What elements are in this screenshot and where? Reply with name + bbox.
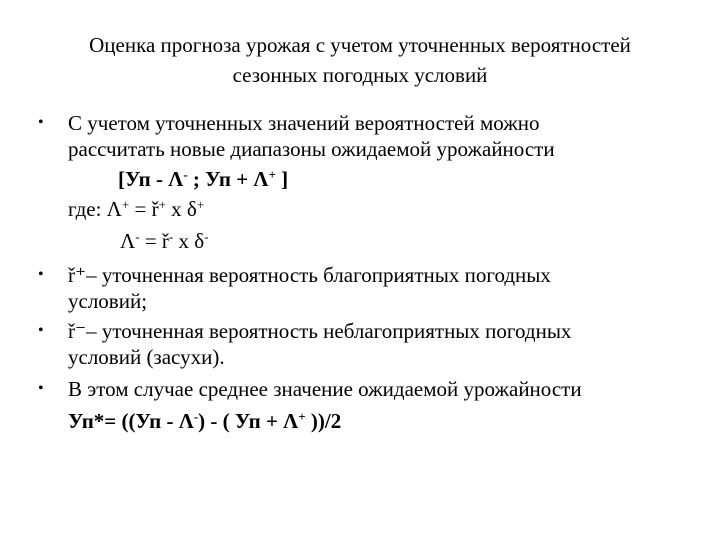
formula-where-plus: где: Λ+ = ř+ x δ+ [68,197,205,221]
bullet-marker: • [38,266,44,283]
bullet-1-line-1: С учетом уточненных значений вероятностей можно [68,111,540,135]
bullet-2-line-2: условий; [68,289,148,313]
title-line-1: Оценка прогноза урожая с учетом уточненных вероятностей [89,33,631,57]
bullet-4-line-1: В этом случае среднее значение ожидаемой урожайности [68,377,582,401]
bullet-2-line-1: ř⁺– уточненная вероятность благоприятных погодных [68,263,551,287]
bullet-1-line-2: рассчитать новые диапазоны ожидаемой урожайности [68,137,555,161]
title-line-2: сезонных погодных условий [232,63,488,87]
formula-where-minus: Λ- = ř- x δ- [120,229,209,253]
bullet-3-line-2: условий (засухи). [68,345,225,369]
bullet-marker: • [38,322,44,339]
bullet-3-line-1: ř⁻– уточненная вероятность неблагоприятных погодных [68,319,572,343]
formula-average: Уп*= ((Уп - Λ-) - ( Уп + Λ+ ))/2 [68,409,342,433]
slide-title [40,30,680,90]
bullet-marker: • [38,380,44,397]
formula-range: [Уп - Λ- ; Уп + Λ+ ] [118,167,289,191]
bullet-marker: • [38,114,44,131]
